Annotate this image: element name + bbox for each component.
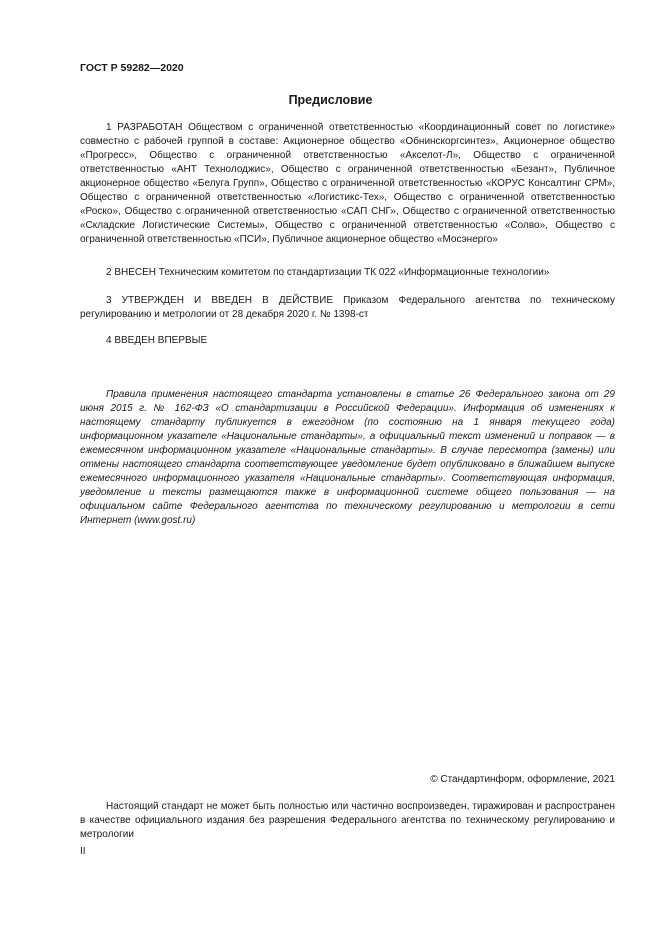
paragraph-approved: 3 УТВЕРЖДЕН И ВВЕДЕН В ДЕЙСТВИЕ Приказом Федерального агентства по техническому регулированию и метрологии от 28 декабря 2020 г. № 1398-ст <box>80 295 615 320</box>
standard-code: ГОСТ Р 59282—2020 <box>80 62 184 74</box>
paragraph-introduced-by: 2 ВНЕСЕН Техническим комитетом по стандартизации ТК 022 «Информационные технологии» <box>106 267 550 278</box>
reproduction-notice: Настоящий стандарт не может быть полностью или частично воспроизведен, тиражирован и распространен в качестве официального издания без разрешения Федерального агентства по техническому регулированию и метрологии <box>80 801 615 840</box>
rules-note: Правила применения настоящего стандарта установлены в статье 26 Федерального закона от 29 июня 2015 г. № 162-ФЗ «О стандартизации в Российской Федерации». Информация об изменениях к настоящему стандарту публикуется в ежегодном (по состоянию на 1 января текущего года) информационном указателе «Национальные стандарты», а официальный текст изменений и поправок — в ежемесячном информационном указателе «Национальные стандарты». В случае пересмотра (замены) или отмены настоящего стандарта соответствующее уведомление будет опубликовано в ближайшем выпуске ежемесячного информационного указателя «Национальные стандарты». Соответствующая информация, уведомление и тексты размещаются также в информационной системе общего пользования — на официальном сайте Федерального агентства по техническому регулированию и метрологии в сети Интернет (www.gost.ru) <box>80 389 615 526</box>
paragraph-first-introduced: 4 ВВЕДЕН ВПЕРВЫЕ <box>106 335 208 346</box>
paragraph-developed-by: 1 РАЗРАБОТАН Обществом с ограниченной ответственностью «Координационный совет по логистике» совместно с рабочей группой в составе: Акционерное общество «Обнинскоргсинтез», Акционерное общество «Прогресс», Общество с ограниченной ответственностью «Акселот-Л», Общество с ограниченной ответственностью «АНТ Технолоджис», Общество с ограниченной ответственностью «Безант», Публичное акционерное общество «Белуга Групп», Общество с ограниченной ответственностью «КОРУС Консалтинг СРМ», Общество с ограниченной ответственностью «Логистикс-Тех», Общество с ограниченной ответственностью «Роско», Общество с ограниченной ответственностью «САП СНГ», Общество с ограниченной ответственностью «Складские Логистические Системы», Общество с ограниченной ответственностью «Солво», Общество с ограниченной ответственностью «ПСИ», Публичное акционерное общество «Мосэнерго» <box>80 122 615 245</box>
copyright-line: © Стандартинформ, оформление, 2021 <box>430 774 615 785</box>
page-title: Предисловие <box>288 93 373 107</box>
page-number: II <box>80 846 86 857</box>
